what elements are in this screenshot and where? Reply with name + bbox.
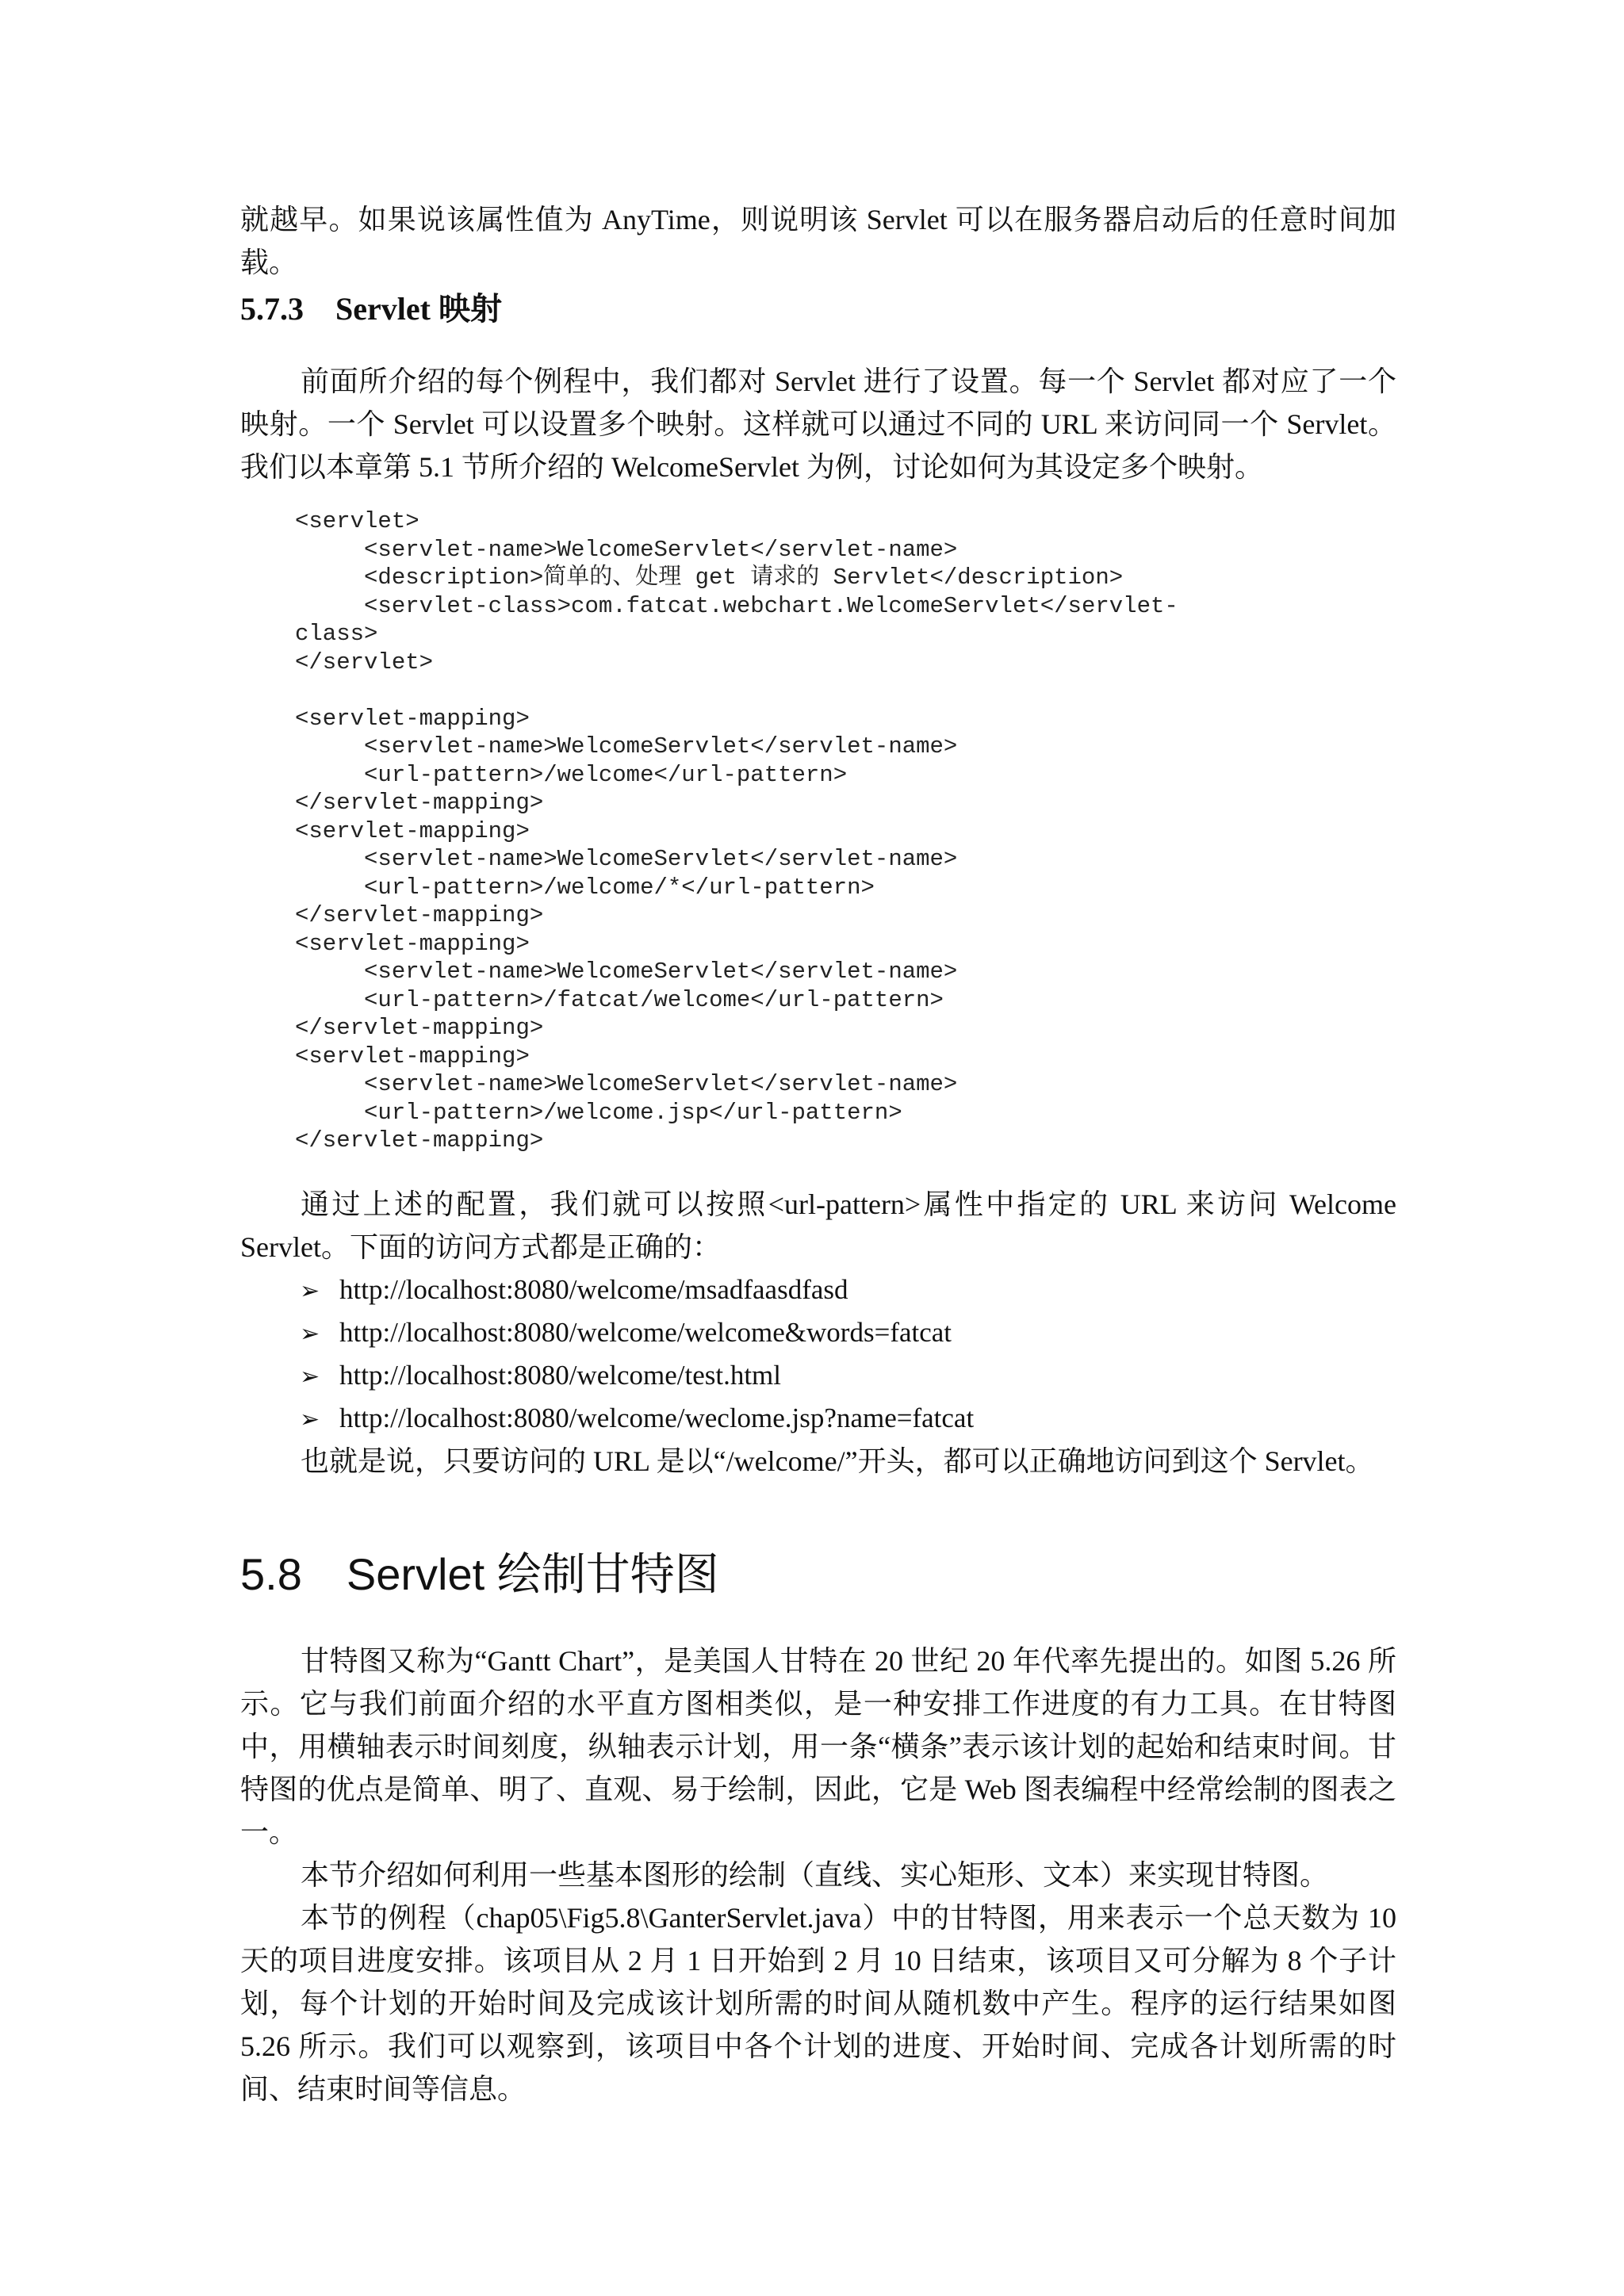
body-paragraph: 本节的例程（chap05\Fig5.8\GanterServlet.java）中的甘特图，用来表示一个总天数为 10 天的项目进度安排。该项目从 2 月 1 日开始到 2 月 10 日结束，该项目又可分解为 8 个子计划，每个计划的开始时间及完成该计划所需的时间从随机数中产生。程序的运行结果如图 5.26 所示。我们可以观察到，该项目中各个计划的进度、开始时间、完成各计划所需的时间、结束时间等信息。 — [240, 1902, 1396, 2105]
section-heading-5-8 — [240, 1540, 719, 1603]
list-item — [300, 1354, 974, 1397]
section-intro-paragraph: 前面所介绍的每个例程中，我们都对 Servlet 进行了设置。每一个 Servlet 都对应了一个映射。一个 Servlet 可以设置多个映射。这样就可以通过不同的 URL 来访问同一个 Servlet。我们以本章第 5.1 节所介绍的 WelcomeServlet 为例，讨论如何为其设定多个映射。 — [240, 365, 1396, 483]
arrow-bullet-icon: ➢ — [300, 1320, 320, 1348]
url-text: http://localhost:8080/welcome/weclome.jsp?name=fatcat — [339, 1402, 975, 1433]
list-item — [300, 1311, 974, 1354]
section-heading-5-7-3 — [240, 284, 502, 329]
section-5-8-body — [240, 1640, 1396, 2110]
url-text: http://localhost:8080/welcome/test.html — [339, 1360, 782, 1391]
list-item — [300, 1269, 974, 1311]
section-title: Servlet 映射 — [335, 291, 502, 327]
top-continuation-line: 就越早。如果说该属性值为 AnyTime，则说明该 Servlet 可以在服务器启动后的任意时间加载。 — [240, 204, 1396, 278]
arrow-bullet-icon: ➢ — [300, 1406, 320, 1433]
list-item — [300, 1397, 974, 1440]
section-number: 5.7.3 — [240, 291, 304, 327]
section-number: 5.8 — [240, 1549, 302, 1599]
url-text: http://localhost:8080/welcome/welcome&words=fatcat — [339, 1317, 952, 1348]
after-code-paragraph: 通过上述的配置，我们就可以按照<url-pattern>属性中指定的 URL 来访问 Welcome Servlet。下面的访问方式都是正确的： — [240, 1188, 1396, 1263]
body-paragraph: 本节介绍如何利用一些基本图形的绘制（直线、实心矩形、文本）来实现甘特图。 — [301, 1859, 1329, 1891]
url-text: http://localhost:8080/welcome/msadfaasdfasd — [339, 1274, 848, 1305]
body-paragraph: 甘特图又称为“Gantt Chart”，是美国人甘特在 20 世纪 20 年代率先提出的。如图 5.26 所示。它与我们前面介绍的水平直方图相类似，是一种安排工作进度的有力工具。在甘特图中，用横轴表示时间刻度，纵轴表示计划，用一条“横条”表示该计划的起始和结束时间。甘特图的优点是简单、明了、直观、易于绘制，因此，它是 Web 图表编程中经常绘制的图表之一。 — [240, 1645, 1396, 1848]
xml-code-block: <servlet> <servlet-name>WelcomeServlet</servlet-name> <description>简单的、处理 get 请求的 Servlet</description> <servlet-class>com.fatcat.webchart.WelcomeServlet</servlet- class> </servlet> <servlet-mapping> <servlet-name>WelcomeServlet</servlet-name> <url-pattern>/welcome</url-pattern> </servlet-mapping> <servlet-mapping> <servlet-name>WelcomeServlet</servlet-name> <url-pattern>/welcome/*</url-pattern> </servlet-mapping> <servlet-mapping> <servlet-name>WelcomeServlet</servlet-name> <url-pattern>/fatcat/welcome</url-pattern> </servlet-mapping> <servlet-mapping> <servlet-name>WelcomeServlet</servlet-name> <url-pattern>/welcome.jsp</url-pattern> </servlet-mapping> — [295, 508, 1178, 1154]
url-list — [300, 1269, 974, 1440]
conclusion-paragraph: 也就是说，只要访问的 URL 是以“/welcome/”开头，都可以正确地访问到这个 Servlet。 — [301, 1445, 1374, 1477]
arrow-bullet-icon: ➢ — [300, 1277, 320, 1305]
section-title: Servlet 绘制甘特图 — [346, 1549, 719, 1599]
arrow-bullet-icon: ➢ — [300, 1363, 320, 1391]
